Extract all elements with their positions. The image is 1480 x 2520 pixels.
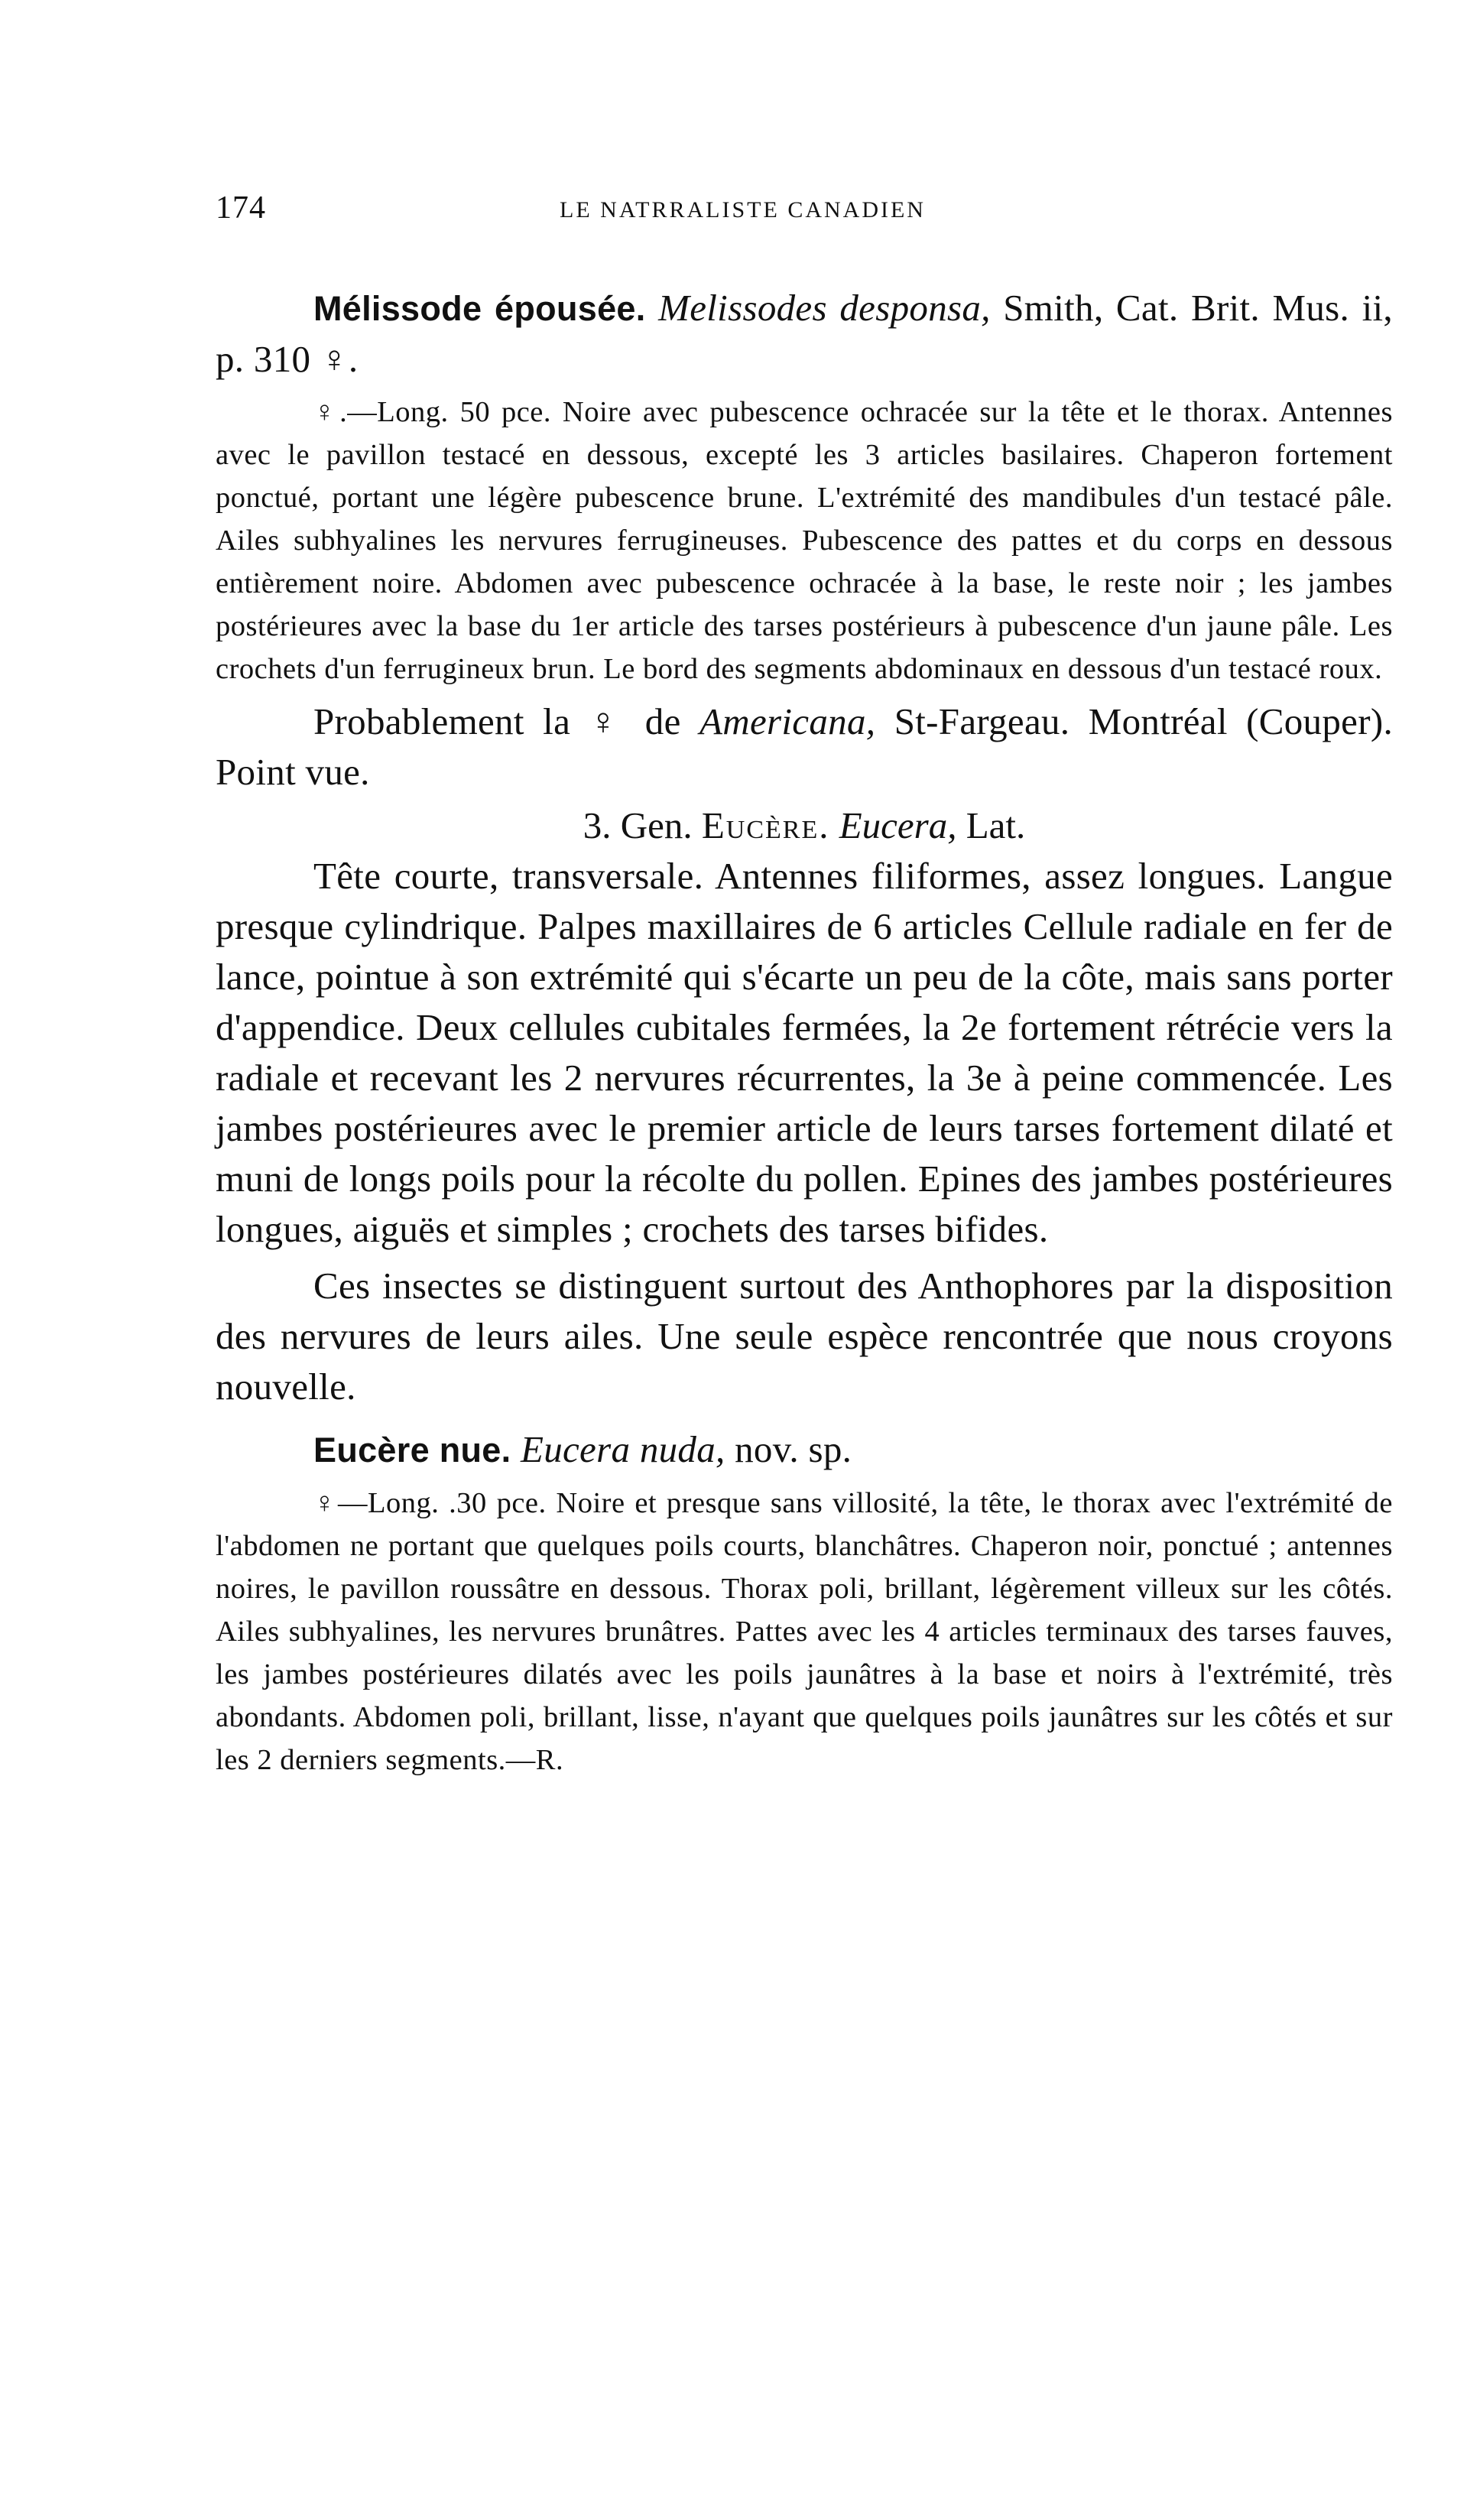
page-header bbox=[216, 190, 1393, 235]
species-citation: nov. sp. bbox=[725, 1428, 852, 1470]
genus-heading bbox=[216, 800, 1393, 851]
note-start: Probablement la ♀ de bbox=[313, 700, 700, 742]
species-note-melissode bbox=[216, 697, 1393, 797]
note-end: St-Fargeau. Montréal (Couper). Point vue. bbox=[216, 700, 1393, 793]
book-page bbox=[216, 0, 1393, 2520]
genus-description: Tête courte, transversale. Antennes filiformes, assez longues. Langue presque cylindrique. Palpes maxillaires de 6 articles Cellule radiale en fer de lance, pointue à son extrémité qui s'écarte un peu de la côte, mais sans porter d'appendice. Deux cellules cubitales fermées, la 2e fortement rétrécie vers la radiale et recevant les 2 nervures récurrentes, la 3e à peine commencée. Les jambes postérieures avec le premier article de leurs tarses fortement dilaté et muni de longs poils pour la récolte du pollen. Epines des jambes postérieures longues, aiguës et simples ; crochets des tarses bifides. bbox=[216, 855, 1393, 1250]
species-common-name: Eucère nue. bbox=[313, 1430, 511, 1469]
species-latin-name: Eucera nuda, bbox=[520, 1428, 725, 1470]
species-latin-name: Melissodes desponsa, bbox=[658, 287, 991, 329]
genus-note: Ces insectes se distinguent surtout des Anthophores par la disposition des nervures de leurs ailes. Une seule espèce rencontrée que nous croyons nouvelle. bbox=[216, 1265, 1393, 1408]
species-citation: Smith, Cat. Brit. Mus. ii, p. 310 ♀. bbox=[216, 287, 1393, 380]
species-heading-melissode bbox=[216, 283, 1393, 385]
running-title: LE NATRRALISTE CANADIEN bbox=[560, 197, 926, 222]
genus-name: Eucère. bbox=[701, 804, 830, 846]
page-number: 174 bbox=[216, 190, 266, 226]
species-description-melissode: ♀.—Long. 50 pce. Noire avec pubescence ochracée sur la tête et le thorax. Antennes avec le pavillon testacé en dessous, excepté les 3 articles basilaires. Chaperon fortement ponctué, portant une légère pubescence brune. L'extrémité des mandibules d'un testacé pâle. Ailes subhyalines les nervures ferrugineuses. Pubescence des pattes et du corps en dessous entièrement noire. Abdomen avec pubescence ochracée à la base, le reste noir ; les jambes postérieures avec la base du 1er article des tarses postérieurs à pubescence d'un jaune pâle. Les crochets d'un ferrugineux brun. Le bord des segments abdominaux en dessous d'un testacé roux. bbox=[216, 396, 1393, 685]
genus-author: Lat. bbox=[956, 804, 1026, 846]
genus-latin: Eucera, bbox=[829, 804, 957, 846]
species-common-name: Mélissode épousée. bbox=[313, 289, 646, 328]
body-text bbox=[216, 283, 1393, 1781]
species-heading-eucere bbox=[216, 1424, 1393, 1476]
note-latin: Americana, bbox=[699, 700, 876, 742]
species-description-eucere: ♀—Long. .30 pce. Noire et presque sans villosité, la tête, le thorax avec l'extrémité de l'abdomen ne portant que quelques poils courts, blanchâtres. Chaperon noir, ponctué ; antennes noires, le pavillon roussâtre en dessous. Thorax poli, brillant, légèrement villeux sur les côtés. Ailes subhyalines, les nervures brunâtres. Pattes avec les 4 articles terminaux des tarses fauves, les jambes postérieures dilatés avec les poils jaunâtres à la base et noirs à l'extrémité, très abondants. Abdomen poli, brillant, lisse, n'ayant que quelques poils jaunâtres sur les côtés et sur les 2 derniers segments.—R. bbox=[216, 1487, 1393, 1776]
genus-number: 3. Gen. bbox=[583, 804, 702, 846]
